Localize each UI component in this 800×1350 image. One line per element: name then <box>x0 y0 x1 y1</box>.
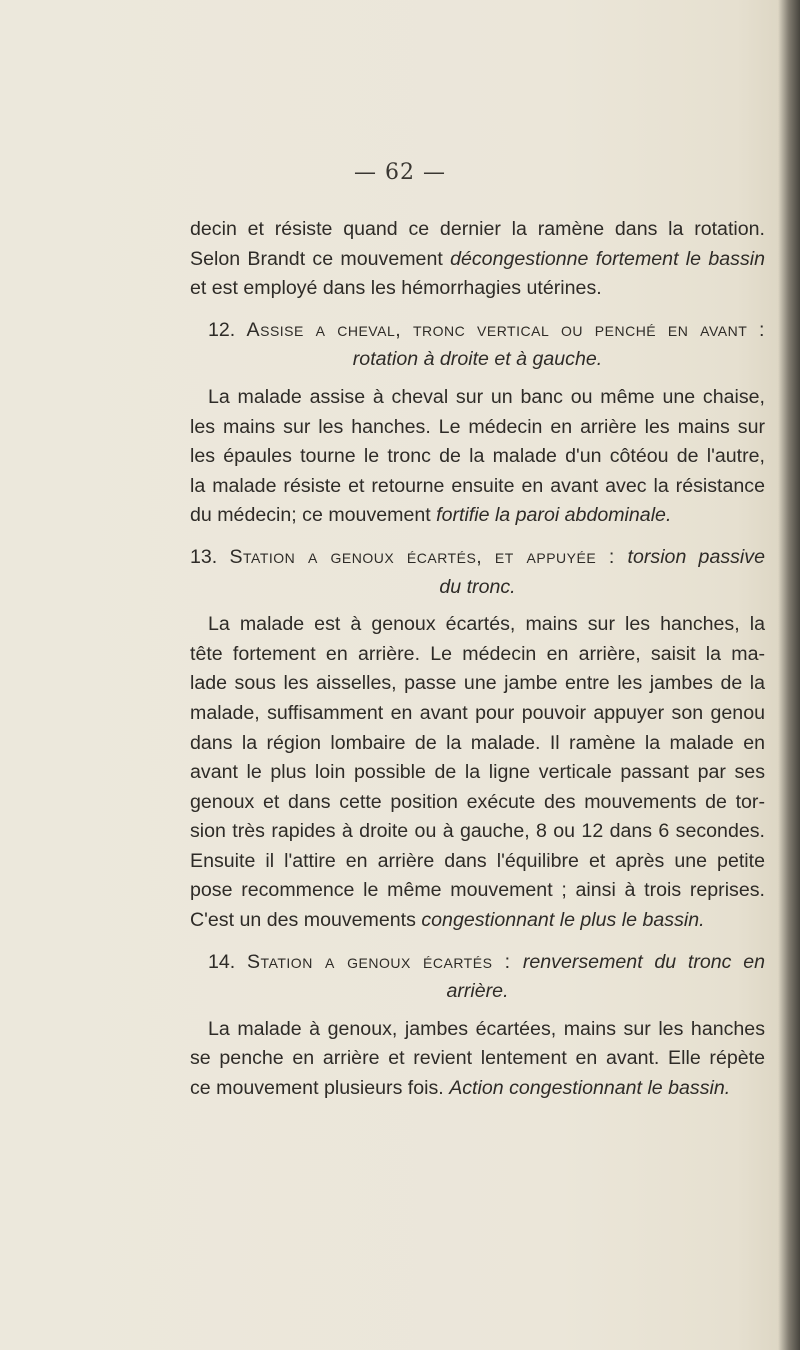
section-title: Assise a cheval, tronc vertical ou penché en avant : <box>246 318 765 341</box>
text-line <box>190 501 765 531</box>
page-spine-shadow <box>778 0 800 1350</box>
text-line: sion très rapides à droite ou à gauche, 8 ou 12 dans 6 secondes. <box>190 820 765 843</box>
section-heading-12 <box>190 316 765 346</box>
text-line: lade sous les aisselles, passe une jambe entre les jambes de la <box>190 672 765 695</box>
text-line: La malade à genoux, jambes écartées, mains sur les hanches <box>208 1017 765 1040</box>
text-line: decin et résiste quand ce dernier la ramène dans la rotation. <box>190 218 765 240</box>
text-line: La malade est à genoux écartés, mains sur les hanches, la <box>208 613 765 636</box>
text-line: genoux et dans cette position exécute des mouvements de tor- <box>190 790 765 813</box>
emphasis-span: congestionnant le plus le bassin. <box>421 909 705 932</box>
emphasis-span: décongestionne fortement le bassin <box>450 247 765 270</box>
text-line: la malade résiste et retourne ensuite en avant avec la résistance <box>190 474 765 497</box>
text-line: et est employé dans les hémorrhagies utérines. <box>190 277 602 300</box>
text-line: La malade assise à cheval sur un banc ou même une chaise, <box>208 385 765 408</box>
section-heading-13 <box>190 543 765 573</box>
text-line: tête fortement en arrière. Le médecin en arrière, saisit la ma- <box>190 642 765 665</box>
text-line: Ensuite il l'attire en arrière dans l'équilibre et après une petite <box>190 849 765 872</box>
text-line <box>190 1074 765 1104</box>
text-line: se penche en arrière et revient lentement en avant. Elle répète <box>190 1047 765 1070</box>
section-number: 12. <box>208 318 247 341</box>
text-span: Selon Brandt ce mouvement <box>190 247 451 270</box>
emphasis-span: torsion passive <box>627 545 765 568</box>
text-line: malade, suffisamment en avant pour pouvoir appuyer son genou <box>190 701 765 724</box>
text-line: dans la région lombaire de la malade. Il ramène la malade en <box>190 731 765 754</box>
section-title: Station a genoux écartés, et appuyée : <box>229 545 628 568</box>
section-number: 14. <box>208 950 247 973</box>
page-number: — 62 — <box>354 160 446 185</box>
emphasis-span: Action congestionnant le bassin. <box>449 1077 731 1100</box>
text-line: avant le plus loin possible de la ligne verticale passant par ses <box>190 761 765 784</box>
text-span: C'est un des mouvements <box>190 909 422 932</box>
text-line: pose recommence le même mouvement ; ainsi à trois reprises. <box>190 879 765 902</box>
text-line: les mains sur les hanches. Le médecin en arrière les mains sur <box>190 415 765 438</box>
section-title: Station a genoux écartés : <box>246 950 523 973</box>
text-line: les épaules tourne le tronc de la malade d'un côtéou de l'autre, <box>190 445 765 468</box>
text-line <box>190 245 765 275</box>
section-subtitle: rotation à droite et à gauche. <box>352 348 603 371</box>
section-subtitle: du tronc. <box>439 575 516 598</box>
section-number: 13. <box>190 545 230 568</box>
emphasis-span: fortifie la paroi abdominale. <box>436 504 672 527</box>
section-heading-14 <box>190 948 765 978</box>
text-span: du médecin; ce mouvement <box>190 504 437 527</box>
section-subtitle: arrière. <box>446 980 509 1003</box>
text-span: ce mouvement plusieurs fois. <box>190 1077 450 1100</box>
emphasis-span: renversement du tronc en <box>522 950 766 973</box>
text-line <box>190 906 765 936</box>
body-text <box>190 215 765 1104</box>
